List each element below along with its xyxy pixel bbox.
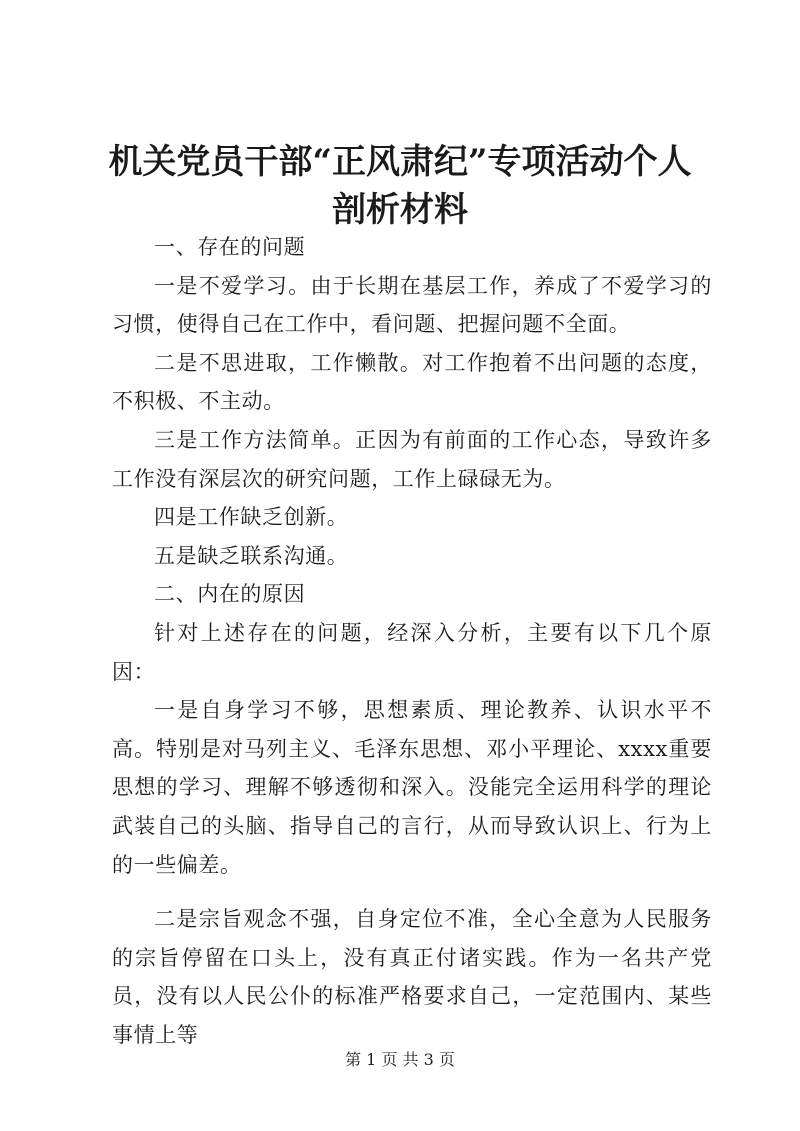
paragraph-cause-2: 二是宗旨观念不强，自身定位不准，全心全意为人民服务的宗旨停留在口头上，没有真正付诸实践。作为一名共产党员，没有以人民公仆的标准严格要求自己，一定范围内、某些事情上等 (112, 907, 712, 1047)
page-footer: 第 1 页 共 3 页 (345, 1050, 455, 1069)
paragraph-problem-5: 五是缺乏联系沟通。 (154, 543, 349, 568)
paragraph-problem-1: 一是不爱学习。由于长期在基层工作，养成了不爱学习的习惯，使得自己在工作中，看问题、把握问题不全面。 (112, 273, 712, 337)
document-body (112, 228, 712, 1054)
paragraph-problem-3: 三是工作方法简单。正因为有前面的工作心态，导致许多工作没有深层次的研究问题，工作上碌碌无为。 (112, 427, 712, 491)
paragraph-problem-4: 四是工作缺乏创新。 (154, 505, 349, 530)
paragraph-cause-1: 一是自身学习不够，思想素质、理论教养、认识水平不高。特别是对马列主义、毛泽东思想、邓小平理论、xxxx重要思想的学习、理解不够透彻和深入。没能完全运用科学的理论武装自己的头脑、指导自己的言行，从而导致认识上、行为上的一些偏差。 (112, 698, 712, 877)
document-title: 机关党员干部“正风肃纪”专项活动个人剖析材料 (108, 142, 692, 230)
paragraph-problem-2: 二是不思进取，工作懒散。对工作抱着不出问题的态度，不积极、不主动。 (112, 350, 712, 414)
section-heading-problems: 一、存在的问题 (154, 235, 306, 259)
paragraph-causes-intro: 针对上述存在的问题，经深入分析，主要有以下几个原因： (112, 620, 712, 684)
section-heading-causes: 二、内在的原因 (154, 582, 306, 607)
